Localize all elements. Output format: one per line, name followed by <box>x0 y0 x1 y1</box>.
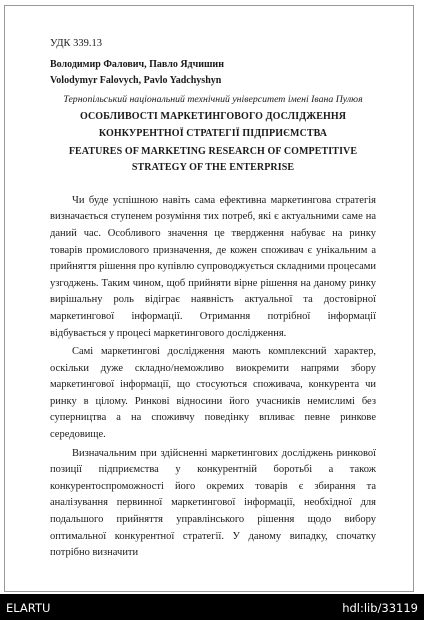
title-ukrainian <box>50 109 376 142</box>
paragraph: Чи буде успішною навіть сама ефективна маркетингова стратегія визначається ступенем розуміння тих потреб, які є актуальними саме на даний час. Особливого значення це твердження набуває на ринку товарів промислового призначення, де кожен споживач є унікальним а прийняття рішення про купівлю супроводжується складними процесами узгоджень. Таким чином, щоб прийняти вірне рішення на даному ринку вирішальну роль відіграє наявність актуальної та достовірної маркетингової інформації. Отримання потрібної інформації відбувається у процесі маркетингового дослідження. <box>50 194 376 339</box>
title-english-line-2: STRATEGY OF THE ENTERPRISE <box>131 162 295 174</box>
udk-code: УДК 339.13 <box>50 38 103 49</box>
title-english-line-1: FEATURES OF MARKETING RESEARCH OF COMPETITIVE <box>68 145 358 157</box>
title-ukrainian-line-2: КОНКУРЕНТНОЇ СТРАТЕГІЇ ПІДПРИЄМСТВА <box>98 127 328 139</box>
title-english <box>50 144 376 177</box>
paragraph: Самі маркетингові дослідження мають комплексний характер, оскільки дуже складно/неможливо виокремити напрями збору маркетингової інформації, що стосуються споживача, конкурента чи ринку в цілому. Ринкові відносини його учасників немислимі без суперництва а на споживчу поведінку впливає певне ринкове середовище. <box>50 346 376 441</box>
repository-name: ELARTU <box>6 601 51 615</box>
authors-english: Volodymyr Falovych, Pavlo Yadchyshyn <box>50 75 222 87</box>
document-body <box>50 193 376 562</box>
title-ukrainian-line-1: ОСОБЛИВОСТІ МАРКЕТИНГОВОГО ДОСЛІДЖЕННЯ <box>79 111 347 123</box>
document-page <box>50 36 376 564</box>
authors-ukrainian: Володимир Фалович, Павло Ядчишин <box>50 58 224 70</box>
footer-bar <box>0 594 424 620</box>
handle-identifier: hdl:lib/33119 <box>342 601 418 615</box>
paragraph: Визначальним при здійсненні маркетингових досліджень ринкової позиції підприємства у конкурентній боротьбі а також конкурентоспроможності його окремих товарів є збирання та аналізування первинної маркетингової інформації, необхідної для подальшого прийняття управлінського рішення щодо вибору оптимальної конкурентної стратегії. У даному випадку, спочатку потрібно визначити <box>50 447 376 559</box>
affiliation: Тернопільський національний технічний університет імені Івана Пулюя <box>63 93 363 105</box>
